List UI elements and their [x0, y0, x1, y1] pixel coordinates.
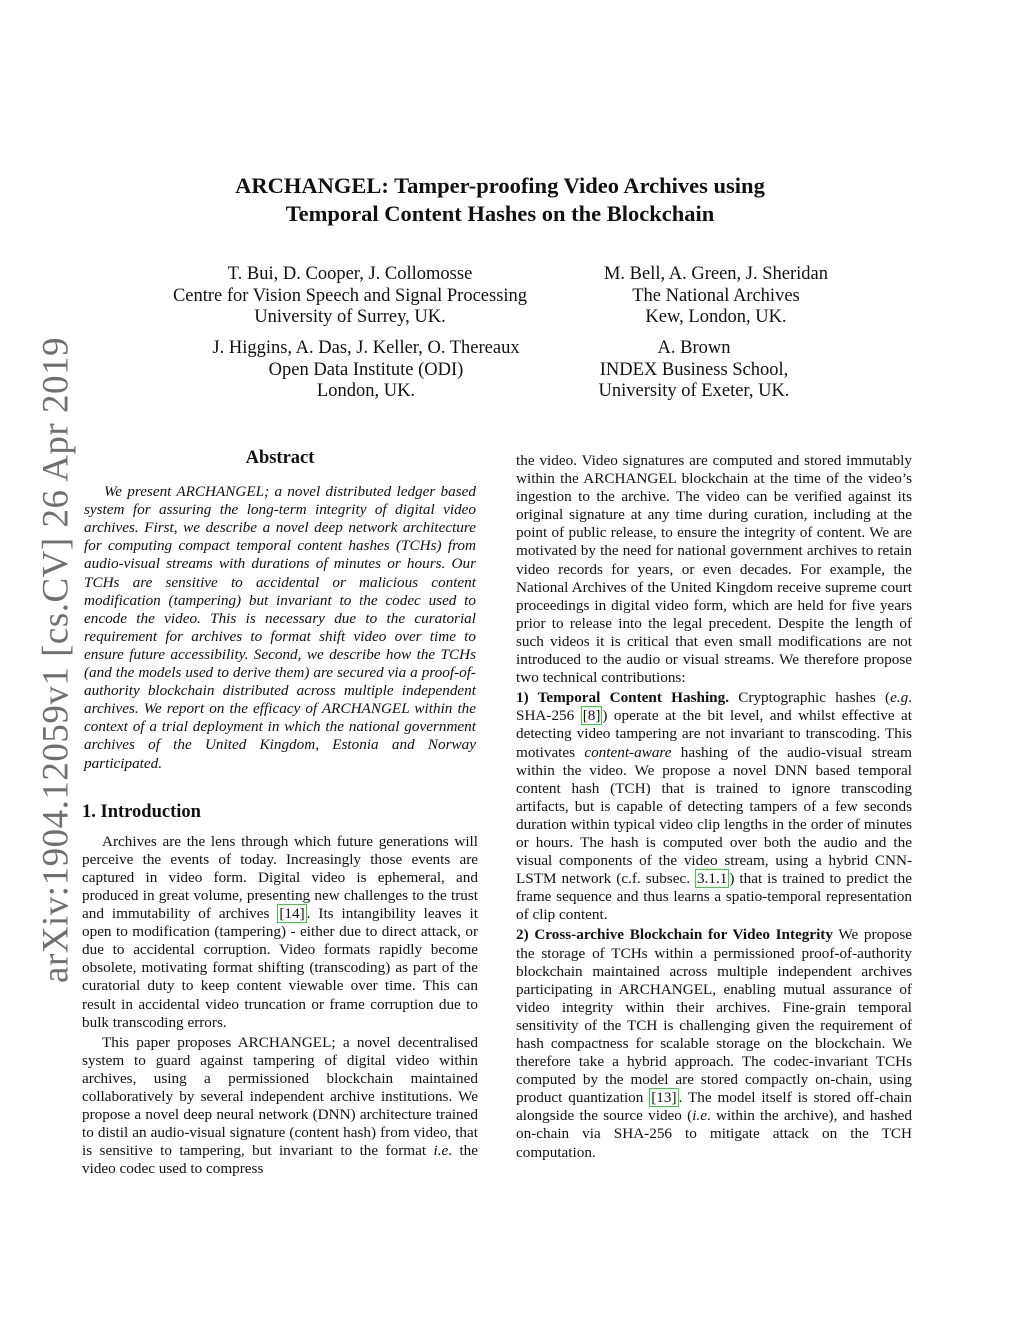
text-run: hashing of the audio-visual stream within the video. We propose a novel DNN based temporal content hash (TCH) that is trained to ignore transcoding artifacts, but is capable of detecting tampers of a few seconds duration within typical video clip lengths in the order of minutes or hours. The hash is computed over both the audio and the visual components of the video stream, using a hybrid CNN-LSTM network (c.f. subsec.	[516, 743, 912, 888]
author-affiliation: INDEX Business School,	[599, 359, 789, 380]
paper-title	[150, 172, 850, 228]
text-run-italic: i.e	[692, 1107, 707, 1125]
text-run-italic: e.g	[890, 689, 909, 707]
author-group-national-archives	[568, 264, 864, 329]
intro-paragraph-3: the video. Video signatures are computed and stored immutably within the ARCHANGEL blockchain at the time of the video’s ingestion to the archive. The video can be verified against its original signature at any time during curation, including at the point of public release, to ensure the integrity of content. We are motivated by the need for national government archives to retain video records for years, or even decades. For example, the National Archives of the United Kingdom receive supreme court proceedings in digital video form, which are held for five years prior to release into the legal precedent. Despite the length of such videos it is critical that even small modifications are not introduced to the audio or visual streams. We therefore propose two technical contributions:	[516, 452, 912, 687]
author-names: A. Brown	[657, 338, 731, 358]
citation-link[interactable]: [14]	[279, 905, 305, 923]
text-run: . the video codec used to compress	[82, 1142, 479, 1178]
author-names: M. Bell, A. Green, J. Sheridan	[603, 264, 829, 284]
citation-link[interactable]: [13]	[651, 1089, 677, 1107]
author-names: J. Higgins, A. Das, J. Keller, O. Thereaux	[212, 338, 520, 358]
contribution-title: 2) Cross-archive Blockchain for Video Integrity	[516, 926, 833, 944]
text-run: Cryptographic hashes (	[729, 689, 891, 707]
text-run: . Its intangibility leaves it open to modification (tampering) - either due to direct attack, or due to accidental corruption. Video formats rapidly become obsolete, motivating format shifting (transcoding) as part of the curatorial duty to keep content viewable over time. This can result in accidental video truncation or frame corruption due to bulk transcoding errors.	[82, 905, 478, 1031]
author-group-exeter	[568, 338, 820, 403]
text-run-italic: content-aware	[584, 743, 672, 761]
text-run: Archives are the lens through which future generations will perceive the events of today. Increasingly those events are captured in video form. Digital video is ephemeral, and produced in great volume, presenting new challenges to the trust and immutability of archives	[82, 832, 478, 923]
section-reference-link[interactable]: 3.1.1	[696, 870, 728, 888]
author-group-odi	[150, 338, 582, 403]
arxiv-stamp: arXiv:1904.12059v1 [cs.CV] 26 Apr 2019	[35, 337, 77, 983]
author-location: University of Exeter, UK.	[598, 381, 790, 401]
author-location: London, UK.	[316, 381, 416, 401]
text-run: This paper proposes ARCHANGEL; a novel decentralised system to guard against tampering of digital video within archives, using a permissioned blockchain maintained collaboratively by several independent archive institutions. We propose a novel deep neural network (DNN) architecture trained to distil an audio-visual signature (content hash) from video, that is sensitive to tampering, but invariant to the format	[82, 1033, 478, 1160]
author-affiliation: The National Archives	[632, 285, 800, 306]
author-group-surrey	[150, 264, 550, 329]
text-run: ) operate at the bit level, and whilst effective at detecting video tampering are not invariant to transcoding. This motivates	[516, 707, 912, 761]
text-run: ) that is trained to predict the frame sequence and thus learns a spatio-temporal representation of clip content.	[516, 870, 912, 924]
title-line-2: Temporal Content Hashes on the Blockchain	[285, 201, 715, 226]
section-heading-introduction: 1. Introduction	[82, 801, 201, 822]
author-names: T. Bui, D. Cooper, J. Collomosse	[227, 264, 473, 284]
title-line-1: ARCHANGEL: Tamper-proofing Video Archives using	[235, 173, 765, 198]
intro-paragraph-2	[82, 1034, 478, 1179]
abstract-text: We present ARCHANGEL; a novel distributed ledger based system for assuring the long-term integrity of digital video archives. First, we describe a novel deep network architecture for computing compact temporal content hashes (TCHs) from audio-visual streams with durations of minutes or hours. Our TCHs are sensitive to accidental or malicious content modification (tampering) but invariant to the codec used to encode the video. This is necessary due to the curatorial requirement for archives to format shift video over time to ensure future accessibility. Second, we describe how the TCHs (and the models used to derive them) are secured via a proof-of-authority blockchain distributed across multiple independent archives. We report on the efficacy of ARCHANGEL within the context of a trial deployment in which the national government archives of the United Kingdom, Estonia and Norway participated.	[84, 483, 476, 772]
intro-paragraph-1	[82, 833, 478, 1032]
author-location: Kew, London, UK.	[645, 307, 787, 327]
left-column	[82, 449, 478, 1178]
contribution-title: 1) Temporal Content Hashing.	[516, 689, 730, 707]
text-run: . SHA-256	[516, 689, 913, 725]
text-run: . within the archive), and hashed on-chain via SHA-256 to mitigate attack on the TCH computation.	[516, 1107, 912, 1161]
contribution-temporal-hashing	[516, 689, 912, 924]
author-location: University of Surrey, UK.	[254, 307, 446, 327]
abstract-heading: Abstract	[245, 448, 315, 468]
citation-link[interactable]: [8]	[582, 707, 601, 725]
contribution-blockchain	[516, 926, 912, 1161]
author-affiliation: Open Data Institute (ODI)	[268, 359, 464, 380]
text-run: We propose the storage of TCHs within a permissioned proof-of-authority blockchain maintained across multiple independent archives participating in ARCHANGEL, enabling mutual assurance of video integrity within their archives. Fine-grain temporal sensitivity of the TCH is challenging given the requirement of hash compactness for scalable storage on the blockchain. We therefore take a hybrid approach. The codec-invariant TCHs computed by the model are stored compactly on-chain, using product quantization	[516, 926, 913, 1107]
text-run: . The model itself is stored off-chain alongside the source video (	[516, 1089, 912, 1125]
text-run-italic: i.e	[433, 1142, 449, 1160]
right-column	[516, 452, 912, 1162]
author-affiliation: Centre for Vision Speech and Signal Processing	[172, 285, 528, 306]
